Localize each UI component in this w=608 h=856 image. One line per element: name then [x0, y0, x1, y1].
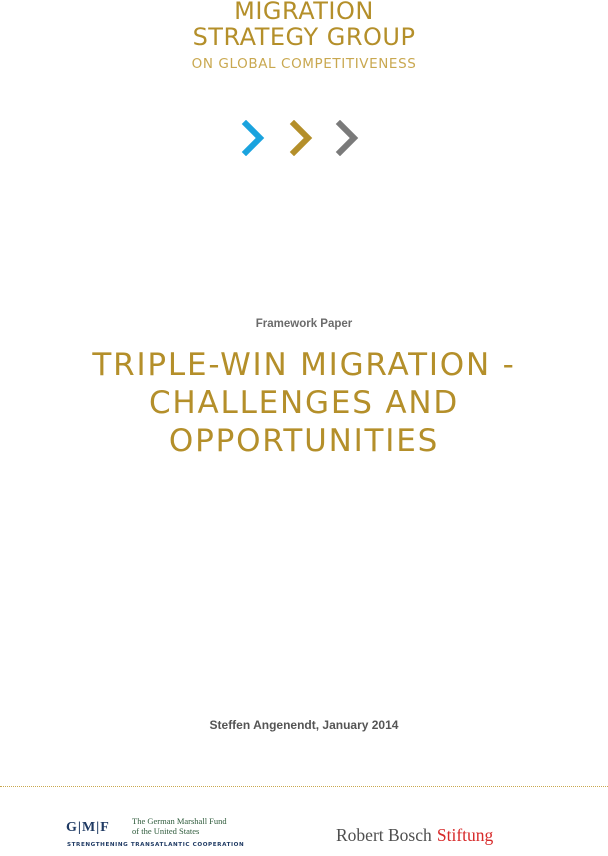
gmf-logo [66, 816, 256, 852]
org-name-line1: MIGRATION [234, 0, 374, 25]
title-line: CHALLENGES AND [148, 385, 460, 421]
rbs-name: Robert Bosch [336, 825, 432, 845]
title-line: TRIPLE-WIN MIGRATION - [92, 347, 516, 383]
gmf-name-line2: of the United States [132, 826, 200, 836]
document-type-label: Framework Paper [255, 318, 353, 330]
robert-bosch-stiftung-logo [336, 825, 493, 846]
author-date: Steffen Angenendt, January 2014 [209, 718, 399, 732]
org-name-line2: STRATEGY GROUP [192, 23, 416, 51]
chevron-right-icon [340, 124, 354, 152]
org-subtitle: ON GLOBAL COMPETITIVENESS [191, 56, 417, 72]
gmf-letters: G|M|F [66, 820, 110, 835]
chevron-right-icon [246, 124, 260, 152]
rbs-accent: Stiftung [436, 825, 494, 845]
header [0, 0, 608, 72]
gmf-tagline: STRENGTHENING TRANSATLANTIC COOPERATION [67, 842, 245, 848]
document-title [0, 346, 608, 460]
gmf-name-line1: The German Marshall Fund [132, 816, 227, 826]
chevron-right-icon [294, 124, 308, 152]
chevron-arrows-icon [241, 120, 366, 156]
gmf-name [132, 816, 262, 836]
footer-divider [0, 786, 608, 787]
title-line: OPPORTUNITIES [168, 423, 440, 459]
